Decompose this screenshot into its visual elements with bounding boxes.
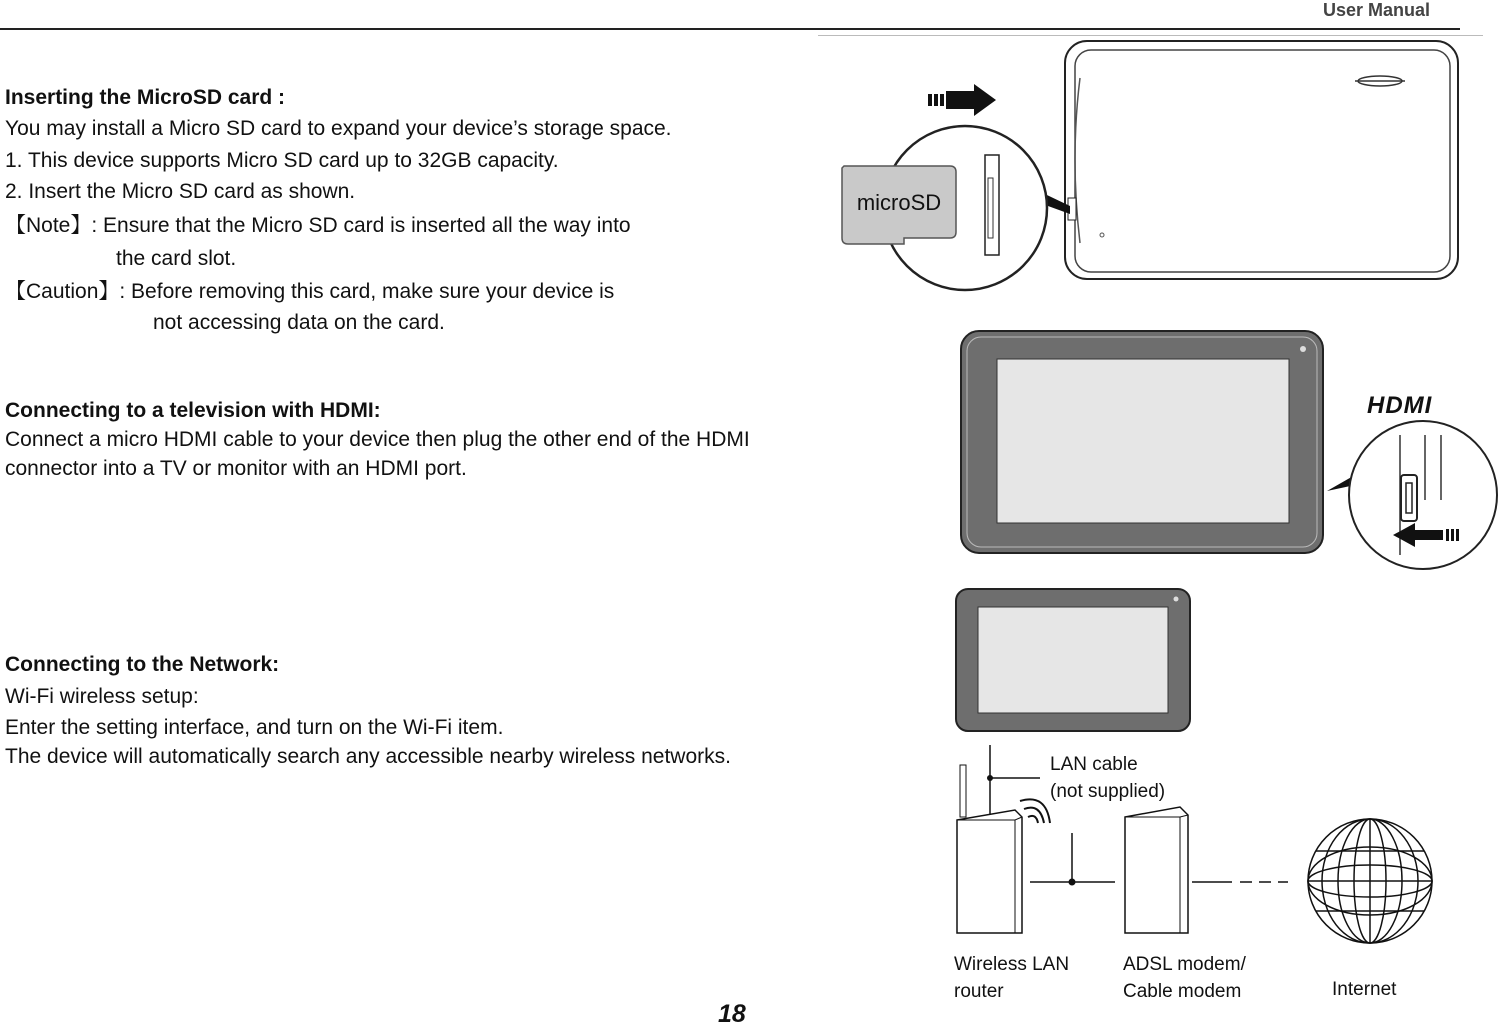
hdmi-port-magnifier	[1327, 421, 1497, 569]
tablet-small	[956, 589, 1190, 731]
internet-label: Internet	[1332, 979, 1397, 1000]
modem-label-2: Cable modem	[1123, 981, 1242, 1002]
microsd-intro: You may install a Micro SD card to expand your device’s storage space.	[5, 117, 672, 140]
insert-arrow	[928, 84, 996, 116]
microsd-caution: 【Caution】: Before removing this card, make sure your device is	[5, 280, 615, 303]
manual-title: User Manual	[1322, 0, 1430, 20]
not-supplied-label: (not supplied)	[1050, 781, 1166, 802]
hdmi-line-2: connector into a TV or monitor with an HDMI port.	[5, 457, 467, 480]
header-divider	[0, 28, 1460, 30]
tablet-front	[961, 331, 1323, 553]
microsd-step-2: 2. Insert the Micro SD card as shown.	[5, 180, 356, 203]
wifi-signal-icon	[1020, 799, 1050, 823]
microsd-caution-cont: not accessing data on the card.	[153, 311, 445, 334]
microsd-step-1: 1. This device supports Micro SD card up to 32GB capacity.	[5, 149, 559, 172]
microsd-heading: Inserting the MicroSD card :	[5, 86, 286, 109]
microsd-note-cont: the card slot.	[116, 247, 237, 270]
modem-label-1: ADSL modem/	[1123, 954, 1246, 975]
header-subdivider	[818, 35, 1483, 36]
network-line-1: Wi-Fi wireless setup:	[5, 685, 199, 708]
hdmi-logo: HDMI	[1367, 392, 1433, 419]
page-number: 18	[718, 1000, 746, 1028]
network-line-2: Enter the setting interface, and turn on the Wi-Fi item.	[5, 716, 504, 739]
lan-cable-label: LAN cable	[1050, 754, 1138, 775]
microsd-card-label: microSD	[856, 190, 942, 215]
router-label-2: router	[954, 981, 1004, 1002]
network-figure	[940, 585, 1450, 1015]
hdmi-line-1: Connect a micro HDMI cable to your device then plug the other end of the HDMI	[5, 428, 750, 451]
hdmi-figure	[955, 325, 1500, 575]
modem-icon	[1125, 807, 1188, 933]
hdmi-heading: Connecting to a television with HDMI:	[5, 399, 381, 422]
microsd-card-icon	[842, 166, 956, 244]
microsd-note: 【Note】: Ensure that the Micro SD card is inserted all the way into	[5, 214, 631, 237]
router-label-1: Wireless LAN	[954, 954, 1070, 975]
microsd-figure	[820, 38, 1470, 293]
globe-icon	[1308, 819, 1432, 943]
network-line-3: The device will automatically search any accessible nearby wireless networks.	[5, 745, 731, 768]
tablet-back-outline	[1065, 41, 1458, 279]
network-heading: Connecting to the Network:	[5, 653, 280, 676]
